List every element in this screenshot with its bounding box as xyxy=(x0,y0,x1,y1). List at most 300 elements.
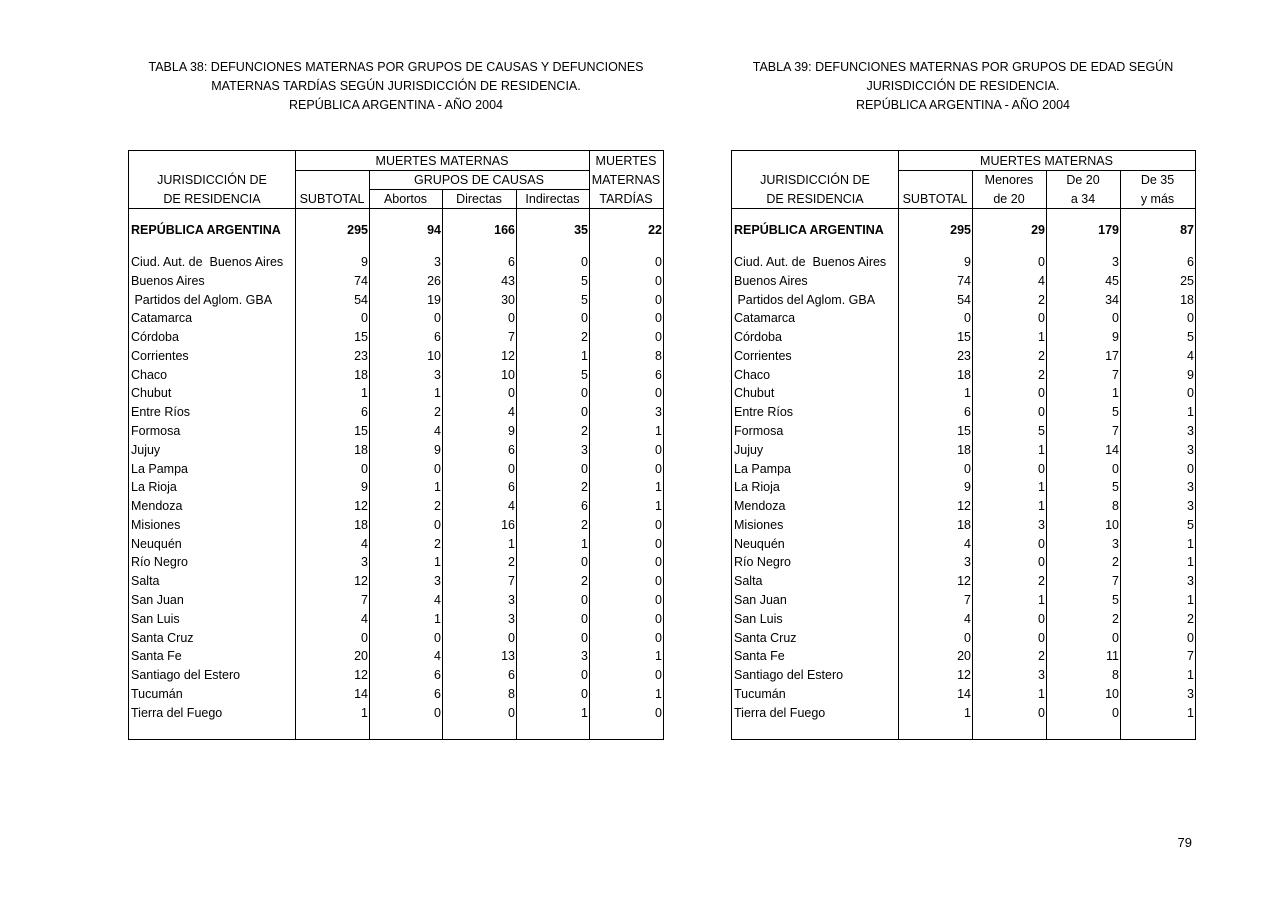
table-row xyxy=(129,422,663,441)
total-row xyxy=(129,221,663,240)
cell-value: 0 xyxy=(1112,311,1119,326)
cell-value: 0 xyxy=(1038,386,1045,401)
table-row xyxy=(732,572,1195,591)
table-row xyxy=(732,629,1195,648)
table-row xyxy=(129,460,663,479)
jurisdiction-name: Neuquén xyxy=(734,536,785,551)
cell-value: 0 xyxy=(508,311,515,326)
cell-value: 14 xyxy=(957,686,971,701)
jurisdiction-name: Jujuy xyxy=(131,442,161,457)
cell-value: 0 xyxy=(655,292,662,307)
cell-value: 2 xyxy=(434,405,441,420)
cell-value: 5 xyxy=(1187,517,1194,532)
jurisdiction-name: Catamarca xyxy=(734,311,796,326)
cell-value: 0 xyxy=(1038,461,1045,476)
table-row xyxy=(732,253,1195,272)
cell-value: 9 xyxy=(964,480,971,495)
cell-value: 1 xyxy=(1112,386,1119,401)
cell-value: 18 xyxy=(354,517,368,532)
jurisdiction-name: Buenos Aires xyxy=(734,273,808,288)
cell-value: 1 xyxy=(1187,705,1194,720)
table-38-title-line: MATERNAS TARDÍAS SEGÚN JURISDICCIÓN DE RESIDENCIA. xyxy=(211,79,581,93)
cell-value: 5 xyxy=(581,292,588,307)
jurisdiction-name: San Luis xyxy=(131,611,180,626)
jurisdiction-name: Chubut xyxy=(131,386,172,401)
cell-value: 14 xyxy=(1105,442,1119,457)
cell-value: 2 xyxy=(434,536,441,551)
cell-value: 4 xyxy=(361,611,368,626)
table-row xyxy=(732,591,1195,610)
table-row xyxy=(129,572,663,591)
cell-value: 0 xyxy=(1038,311,1045,326)
table-row xyxy=(732,666,1195,685)
jurisdiction-name: San Juan xyxy=(131,593,184,608)
jurisdiction-name: La Rioja xyxy=(131,480,177,495)
cell-value: 5 xyxy=(1038,424,1045,439)
cell-value: 9 xyxy=(1187,367,1194,382)
cell-value: 8 xyxy=(655,348,662,363)
jurisdiction-name: Formosa xyxy=(131,424,181,439)
cell-value: 1 xyxy=(1187,555,1194,570)
cell-value: 0 xyxy=(581,668,588,683)
cell-value: 4 xyxy=(964,536,971,551)
jurisdiction-name: Formosa xyxy=(734,424,784,439)
table-38-title-line: REPÚBLICA ARGENTINA - AÑO 2004 xyxy=(289,98,503,112)
cell-value: 0 xyxy=(581,630,588,645)
header-divider xyxy=(129,208,663,209)
cell-value: 1 xyxy=(964,705,971,720)
jurisdiction-name: Río Negro xyxy=(131,555,188,570)
cell-value: 2 xyxy=(1038,367,1045,382)
cell-value: 12 xyxy=(354,668,368,683)
cell-value: 0 xyxy=(1038,536,1045,551)
cell-value: 20 xyxy=(354,649,368,664)
cell-value: 20 xyxy=(957,649,971,664)
table-row xyxy=(129,291,663,310)
cell-value: 1 xyxy=(655,649,662,664)
cell-value: 1 xyxy=(581,536,588,551)
table-row xyxy=(732,497,1195,516)
jurisdiction-name: Mendoza xyxy=(131,499,183,514)
header-muertes: MUERTES xyxy=(595,154,657,168)
jurisdiction-name: Partidos del Aglom. GBA xyxy=(131,292,273,307)
cell-value: 1 xyxy=(1038,593,1045,608)
jurisdiction-name: La Rioja xyxy=(734,480,780,495)
jurisdiction-name: Santiago del Estero xyxy=(131,668,241,683)
jurisdiction-name: Buenos Aires xyxy=(131,273,205,288)
cell-value: 3 xyxy=(1038,668,1045,683)
cell-value: 0 xyxy=(434,461,441,476)
cell-value: 10 xyxy=(427,348,441,363)
cell-value: 0 xyxy=(581,593,588,608)
cell-value: 295 xyxy=(950,223,971,237)
cell-value: 0 xyxy=(655,273,662,288)
cell-value: 23 xyxy=(957,348,971,363)
header-maternas: MATERNAS xyxy=(591,173,661,187)
cell-value: 0 xyxy=(508,386,515,401)
table-row xyxy=(129,704,663,723)
jurisdiction-name: Entre Ríos xyxy=(131,405,191,420)
table-39 xyxy=(731,150,1196,740)
cell-value: 0 xyxy=(655,555,662,570)
cell-value: 0 xyxy=(1038,705,1045,720)
cell-value: 0 xyxy=(1038,255,1045,269)
cell-value: 3 xyxy=(1187,424,1194,439)
cell-value: 4 xyxy=(434,649,441,664)
cell-value: 3 xyxy=(361,555,368,570)
cell-value: 8 xyxy=(1112,499,1119,514)
cell-value: 0 xyxy=(434,630,441,645)
cell-value: 2 xyxy=(1187,611,1194,626)
cell-value: 23 xyxy=(354,348,368,363)
jurisdiction-name: Córdoba xyxy=(131,330,179,345)
cell-value: 1 xyxy=(581,705,588,720)
table-row xyxy=(732,384,1195,403)
cell-value: 5 xyxy=(1112,480,1119,495)
cell-value: 1 xyxy=(1187,405,1194,420)
jurisdiction-name: Ciud. Aut. de Buenos Aires xyxy=(131,255,284,269)
jurisdiction-name: Chaco xyxy=(131,367,168,382)
cell-value: 45 xyxy=(1105,273,1119,288)
cell-value: 30 xyxy=(501,292,515,307)
cell-value: 179 xyxy=(1098,223,1119,237)
cell-value: 12 xyxy=(957,574,971,589)
cell-value: 12 xyxy=(957,499,971,514)
cell-value: 7 xyxy=(964,593,971,608)
cell-value: 0 xyxy=(581,311,588,326)
table-row xyxy=(732,516,1195,535)
cell-value: 3 xyxy=(1112,536,1119,551)
table-row xyxy=(129,535,663,554)
jurisdiction-name: Tierra del Fuego xyxy=(131,705,223,720)
table-row xyxy=(732,422,1195,441)
jurisdiction-name: Córdoba xyxy=(734,330,782,345)
cell-value: 1 xyxy=(361,705,368,720)
cell-value: 0 xyxy=(655,517,662,532)
cell-value: 2 xyxy=(581,517,588,532)
jurisdiction-name: Santa Cruz xyxy=(131,630,194,645)
cell-value: 22 xyxy=(648,223,662,237)
header-jurisdiccion: JURISDICCIÓN DE xyxy=(760,173,870,187)
jurisdiction-name: Salta xyxy=(734,574,763,589)
cell-value: 1 xyxy=(1038,686,1045,701)
cell-value: 35 xyxy=(574,223,588,237)
jurisdiction-name: Río Negro xyxy=(734,555,791,570)
table-39-title-line: REPÚBLICA ARGENTINA - AÑO 2004 xyxy=(856,98,1070,112)
cell-value: 8 xyxy=(508,686,515,701)
cell-value: 6 xyxy=(508,442,515,457)
cell-value: 4 xyxy=(1187,348,1194,363)
jurisdiction-name: La Pampa xyxy=(734,461,791,476)
cell-value: 5 xyxy=(1112,405,1119,420)
cell-value: 87 xyxy=(1180,223,1194,237)
header-muertes-maternas: MUERTES MATERNAS xyxy=(980,154,1113,168)
cell-value: 94 xyxy=(427,223,441,237)
cell-value: 0 xyxy=(655,461,662,476)
table-row xyxy=(129,629,663,648)
table-row xyxy=(732,328,1195,347)
cell-value: 0 xyxy=(655,330,662,345)
cell-value: 9 xyxy=(361,255,368,269)
cell-value: 18 xyxy=(354,442,368,457)
cell-value: 0 xyxy=(655,386,662,401)
table-row xyxy=(732,272,1195,291)
cell-value: 1 xyxy=(434,480,441,495)
cell-value: 2 xyxy=(434,499,441,514)
cell-value: 2 xyxy=(581,330,588,345)
header-de-20-a: De 20 xyxy=(1066,173,1100,187)
cell-value: 12 xyxy=(354,574,368,589)
header-subtotal: SUBTOTAL xyxy=(299,192,365,206)
cell-value: 0 xyxy=(655,255,662,269)
cell-value: 12 xyxy=(501,348,515,363)
cell-value: 0 xyxy=(655,442,662,457)
cell-value: 0 xyxy=(581,686,588,701)
cell-value: 6 xyxy=(434,686,441,701)
cell-value: 8 xyxy=(1112,668,1119,683)
cell-value: 12 xyxy=(354,499,368,514)
cell-value: 17 xyxy=(1105,348,1119,363)
cell-value: 0 xyxy=(581,405,588,420)
jurisdiction-name: Santa Cruz xyxy=(734,630,797,645)
cell-value: 0 xyxy=(655,630,662,645)
cell-value: 0 xyxy=(1038,630,1045,645)
cell-value: 2 xyxy=(508,555,515,570)
table-row xyxy=(129,272,663,291)
cell-value: 0 xyxy=(361,461,368,476)
cell-value: 74 xyxy=(957,273,971,288)
cell-value: 1 xyxy=(964,386,971,401)
cell-value: 0 xyxy=(1187,630,1194,645)
cell-value: 1 xyxy=(508,536,515,551)
table-row xyxy=(129,478,663,497)
header-jurisdiccion: JURISDICCIÓN DE xyxy=(157,173,267,187)
header-directas: Directas xyxy=(456,192,502,206)
cell-value: 10 xyxy=(501,367,515,382)
cell-value: 34 xyxy=(1105,292,1119,307)
cell-value: 1 xyxy=(1038,499,1045,514)
table-row xyxy=(129,403,663,422)
header-a-34: a 34 xyxy=(1070,192,1096,206)
header-grupos-de-causas: GRUPOS DE CAUSAS xyxy=(414,173,544,187)
cell-value: 3 xyxy=(964,555,971,570)
table-row xyxy=(129,366,663,385)
cell-value: 0 xyxy=(581,386,588,401)
cell-value: 1 xyxy=(1038,442,1045,457)
cell-value: 2 xyxy=(1112,611,1119,626)
cell-value: 3 xyxy=(1187,686,1194,701)
cell-value: 3 xyxy=(508,611,515,626)
page-number: 79 xyxy=(1177,835,1192,850)
table-row xyxy=(732,366,1195,385)
cell-value: 18 xyxy=(1180,292,1194,307)
table-39-title xyxy=(731,58,1195,115)
table-row xyxy=(129,666,663,685)
jurisdiction-name: Chaco xyxy=(734,367,771,382)
table-row xyxy=(129,441,663,460)
cell-value: 7 xyxy=(361,593,368,608)
cell-value: 5 xyxy=(581,367,588,382)
cell-value: 19 xyxy=(427,292,441,307)
cell-value: 1 xyxy=(434,555,441,570)
cell-value: 4 xyxy=(508,499,515,514)
table-row xyxy=(732,610,1195,629)
cell-value: 7 xyxy=(1112,367,1119,382)
cell-value: 0 xyxy=(1187,461,1194,476)
cell-value: 3 xyxy=(434,574,441,589)
jurisdiction-name: Santa Fe xyxy=(131,649,182,664)
table-38 xyxy=(128,150,664,740)
cell-value: 0 xyxy=(1112,630,1119,645)
cell-value: 4 xyxy=(361,536,368,551)
cell-value: 1 xyxy=(1038,480,1045,495)
jurisdiction-name: Mendoza xyxy=(734,499,786,514)
cell-value: 3 xyxy=(655,405,662,420)
cell-value: 54 xyxy=(354,292,368,307)
cell-value: 0 xyxy=(361,630,368,645)
table-row xyxy=(732,704,1195,723)
header-indirectas: Indirectas xyxy=(525,192,580,206)
cell-value: 5 xyxy=(581,273,588,288)
cell-value: 1 xyxy=(655,424,662,439)
header-de-35: De 35 xyxy=(1140,173,1175,187)
cell-value: 5 xyxy=(1187,330,1194,345)
cell-value: 18 xyxy=(957,442,971,457)
jurisdiction-name: San Juan xyxy=(734,593,787,608)
jurisdiction-name: Misiones xyxy=(734,517,784,532)
table-row xyxy=(129,553,663,572)
cell-value: 12 xyxy=(957,668,971,683)
cell-value: 6 xyxy=(964,405,971,420)
cell-value: 6 xyxy=(655,367,662,382)
cell-value: 2 xyxy=(581,574,588,589)
cell-value: 0 xyxy=(655,668,662,683)
jurisdiction-name: Corrientes xyxy=(131,348,189,363)
cell-value: 1 xyxy=(1187,593,1194,608)
total-row xyxy=(732,221,1195,240)
table-row xyxy=(129,610,663,629)
header-muertes-maternas: MUERTES MATERNAS xyxy=(375,154,509,168)
cell-value: 0 xyxy=(655,311,662,326)
cell-value: 7 xyxy=(508,574,515,589)
cell-value: 6 xyxy=(434,330,441,345)
cell-value: 0 xyxy=(1112,705,1119,720)
cell-value: 2 xyxy=(1038,348,1045,363)
cell-value: 15 xyxy=(957,424,971,439)
cell-value: 1 xyxy=(1187,668,1194,683)
cell-value: 7 xyxy=(508,330,515,345)
cell-value: 15 xyxy=(957,330,971,345)
cell-value: 0 xyxy=(581,611,588,626)
cell-value: 0 xyxy=(361,311,368,326)
cell-value: 16 xyxy=(501,517,515,532)
jurisdiction-name: Chubut xyxy=(734,386,775,401)
cell-value: 15 xyxy=(354,424,368,439)
cell-value: 0 xyxy=(434,311,441,326)
table-row xyxy=(732,441,1195,460)
cell-value: 6 xyxy=(434,668,441,683)
jurisdiction-name: Tierra del Fuego xyxy=(734,705,826,720)
cell-value: 10 xyxy=(1105,517,1119,532)
cell-value: 3 xyxy=(434,255,441,269)
cell-value: 0 xyxy=(508,461,515,476)
cell-value: 43 xyxy=(501,273,515,288)
table-row xyxy=(732,403,1195,422)
header-divider xyxy=(732,208,1195,209)
cell-value: 4 xyxy=(434,593,441,608)
table-39-title-line: JURISDICCIÓN DE RESIDENCIA. xyxy=(866,79,1060,93)
cell-value: 1 xyxy=(581,348,588,363)
cell-value: 3 xyxy=(581,649,588,664)
jurisdiction-name: Catamarca xyxy=(131,311,193,326)
jurisdiction-name: Ciud. Aut. de Buenos Aires xyxy=(734,255,887,269)
cell-value: 2 xyxy=(1038,574,1045,589)
cell-value: 26 xyxy=(427,273,441,288)
cell-value: 7 xyxy=(1112,574,1119,589)
cell-value: 5 xyxy=(1112,593,1119,608)
cell-value: 2 xyxy=(1038,649,1045,664)
cell-value: 6 xyxy=(1187,255,1194,269)
header-de-20: de 20 xyxy=(993,192,1025,206)
cell-value: 0 xyxy=(964,630,971,645)
cell-value: 3 xyxy=(1187,574,1194,589)
table-row xyxy=(129,497,663,516)
cell-value: 9 xyxy=(434,442,441,457)
cell-value: 3 xyxy=(508,593,515,608)
cell-value: 4 xyxy=(964,611,971,626)
cell-value: 74 xyxy=(354,273,368,288)
jurisdiction-name: Tucumán xyxy=(734,686,786,701)
table-row xyxy=(732,309,1195,328)
cell-value: 0 xyxy=(434,517,441,532)
cell-value: 7 xyxy=(1112,424,1119,439)
cell-value: 2 xyxy=(581,424,588,439)
cell-value: 9 xyxy=(508,424,515,439)
table-row xyxy=(129,591,663,610)
cell-value: 18 xyxy=(354,367,368,382)
jurisdiction-name: Entre Ríos xyxy=(734,405,794,420)
jurisdiction-name: San Luis xyxy=(734,611,783,626)
table-38-title xyxy=(128,58,664,115)
cell-value: 3 xyxy=(1038,517,1045,532)
cell-value: 18 xyxy=(957,517,971,532)
jurisdiction-name: Misiones xyxy=(131,517,181,532)
table-row xyxy=(129,253,663,272)
jurisdiction-name: Santiago del Estero xyxy=(734,668,844,683)
cell-value: 54 xyxy=(957,292,971,307)
cell-value: 1 xyxy=(1038,330,1045,345)
cell-value: 0 xyxy=(581,255,588,269)
table-row xyxy=(129,516,663,535)
cell-value: 6 xyxy=(508,480,515,495)
cell-value: 3 xyxy=(581,442,588,457)
jurisdiction-name: Corrientes xyxy=(734,348,792,363)
cell-value: 0 xyxy=(1112,461,1119,476)
cell-value: 2 xyxy=(1112,555,1119,570)
cell-value: 3 xyxy=(434,367,441,382)
cell-value: 3 xyxy=(1187,480,1194,495)
header-abortos: Abortos xyxy=(383,192,428,206)
table-row xyxy=(732,460,1195,479)
cell-value: 0 xyxy=(581,461,588,476)
cell-value: 3 xyxy=(1112,255,1119,269)
header-subtotal: SUBTOTAL xyxy=(902,192,968,206)
cell-value: 0 xyxy=(508,705,515,720)
cell-value: 1 xyxy=(1187,536,1194,551)
jurisdiction-name: Partidos del Aglom. GBA xyxy=(734,292,876,307)
cell-value: 0 xyxy=(1038,405,1045,420)
cell-value: 1 xyxy=(655,686,662,701)
